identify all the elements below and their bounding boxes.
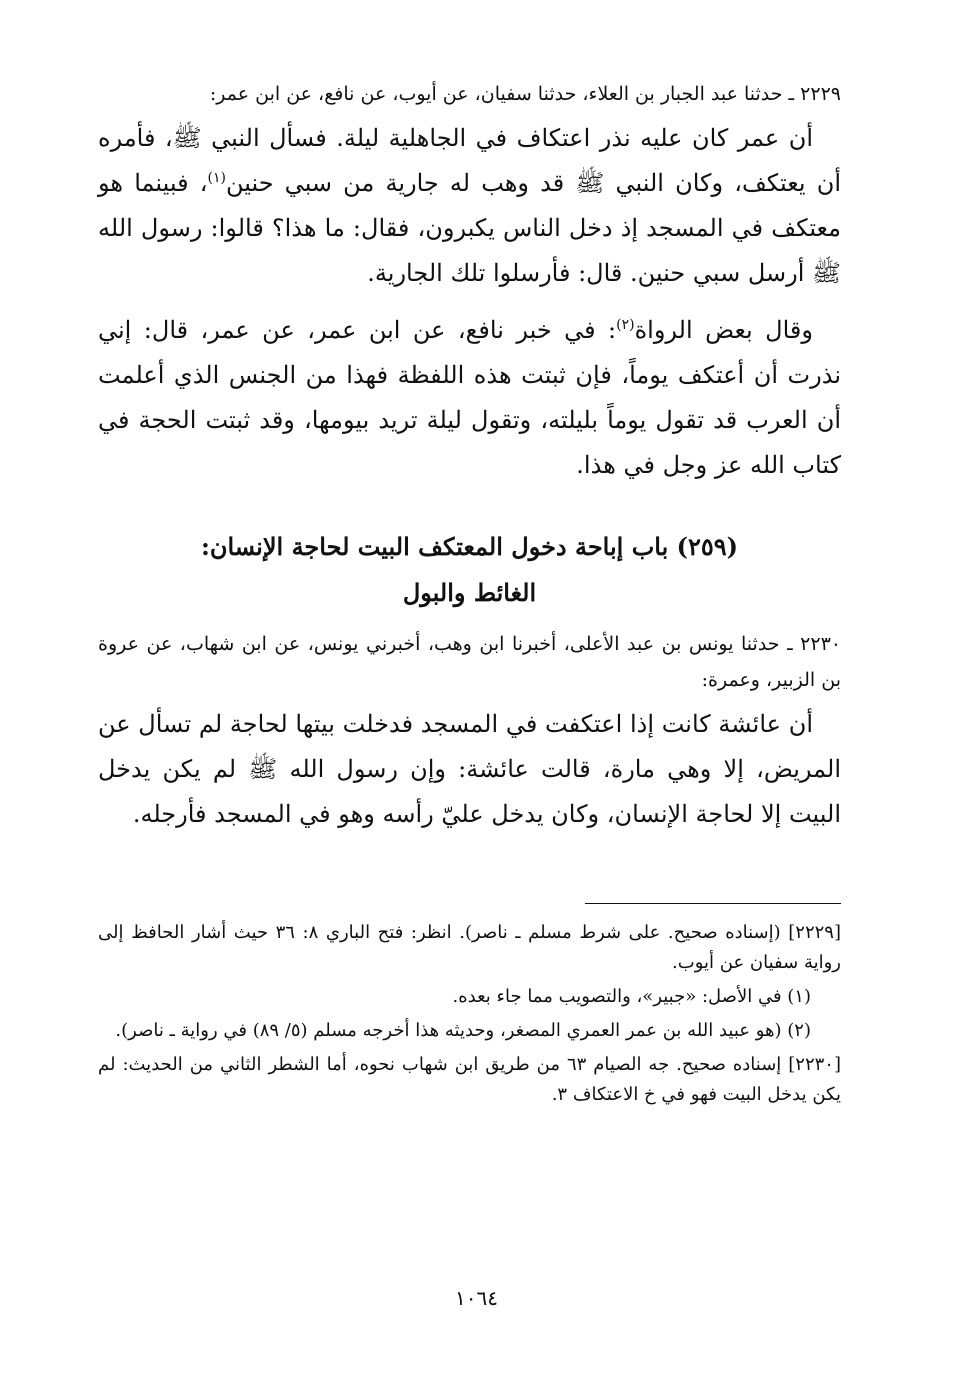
page-number: ١٠٦٤ — [455, 1286, 498, 1310]
footnote-2230: [٢٢٣٠] إسناده صحيح. جه الصيام ٦٣ من طريق ابن شهاب نحوه، أما الشطر الثاني من الحديث: لم يكن يدخل البيت فهو في خ الاعتكاف ٣. — [98, 1054, 841, 1105]
commentary-text: : في خبر نافع، عن ابن عمر، عن عمر، قال: إني نذرت أن أعتكف يوماً، فإن ثبتت هذه اللفظة فهذا من الجنس الذي أعلمت أن العرب قد تقول يوماً بليلته، وتقول ليلة تريد بيومها، وقد ثبتت الحجة في كتاب الله عز وجل في هذا. — [98, 316, 841, 479]
hadith-2229-commentary — [98, 308, 841, 488]
chapter-title: (٢٥٩) باب إباحة دخول المعتكف البيت لحاجة الإنسان: — [200, 532, 739, 561]
hadith-2230-isnad: ٢٢٣٠ ـ حدثنا يونس بن عبد الأعلى، أخبرنا ابن وهب، أخبرني يونس، عن ابن شهاب، عن عروة بن الزبير، وعمرة: — [98, 633, 841, 691]
footnote-1: (١) في الأصل: «جبير»، والتصويب مما جاء بعده. — [452, 986, 811, 1007]
chapter-subtitle: الغائط والبول — [402, 578, 537, 607]
chapter-heading — [98, 524, 841, 616]
hadith-2229-isnad: ٢٢٢٩ ـ حدثنا عبد الجبار بن العلاء، حدثنا سفيان، عن أيوب، عن نافع، عن ابن عمر: — [209, 83, 841, 105]
hadith-2229-matn — [98, 116, 841, 296]
footnote-divider — [585, 903, 841, 904]
footnote-ref-1: (١) — [207, 170, 226, 186]
commentary-text: وقال بعض الرواة — [634, 316, 813, 344]
footnote-2: (٢) (هو عبيد الله بن عمر العمري المصغر، وحديثه هذا أخرجه مسلم (٥/ ٨٩) في رواية ـ ناصر). — [115, 1020, 811, 1041]
footnote-ref-2: (٢) — [616, 317, 635, 333]
footnote-2229: [٢٢٢٩] (إسناده صحيح. على شرط مسلم ـ ناصر). انظر: فتح الباري ٨: ٣٦ حيث أشار الحافظ إلى رواية سفيان عن أيوب. — [98, 922, 841, 973]
hadith-2230-matn: أن عائشة كانت إذا اعتكفت في المسجد فدخلت بيتها لحاجة لم تسأل عن المريض، إلا وهي مارة، قالت عائشة: وإن رسول الله ﷺ لم يكن يدخل البيت إلا لحاجة الإنسان، وكان يدخل عليّ رأسه وهو في المسجد فأرجله. — [98, 710, 841, 828]
matn-text: أن عمر كان عليه نذر اعتكاف في الجاهلية ليلة. فسأل النبي ﷺ، فأمره أن يعتكف، وكان النبي ﷺ قد وهب له جارية من سبي حنين — [98, 124, 841, 197]
matn-text: ، فبينما هو معتكف في المسجد إذ دخل الناس يكبرون، فقال: ما هذا؟ قالوا: رسول الله ﷺ أرسل سبي حنين. قال: فأرسلوا تلك الجارية. — [98, 169, 841, 287]
